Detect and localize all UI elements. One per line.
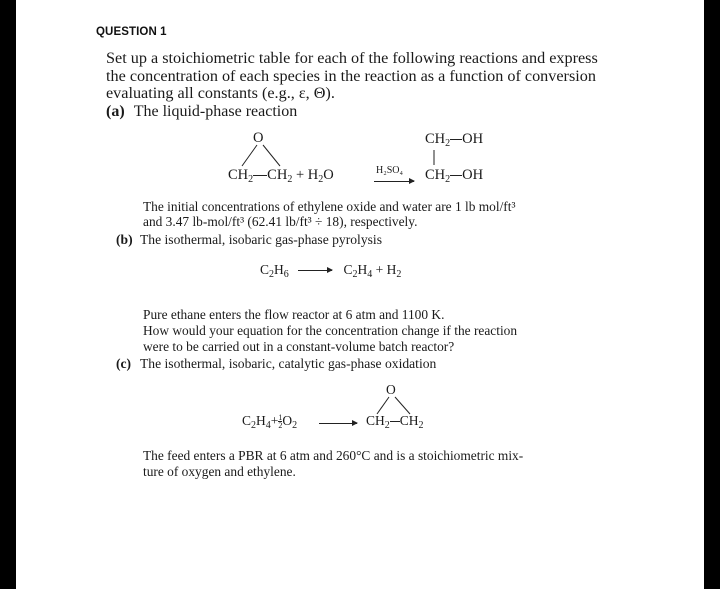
part-a-title: The liquid-phase reaction [133, 103, 298, 120]
note-line: were to be carried out in a constant-volume batch reactor? [143, 339, 455, 354]
intro-line: evaluating all constants (e.g., ε, Θ). [106, 84, 335, 102]
reaction-arrow-c [319, 423, 357, 424]
reaction-arrow-a [374, 181, 414, 182]
note-line: and 3.47 lb-mol/ft³ (62.41 lb/ft³ ÷ 18), respectively. [143, 214, 418, 229]
fraction-half: $\frac{1}{2}$ [278, 413, 283, 431]
epoxide-ring-bonds [238, 144, 288, 168]
epoxide-oxygen: O [253, 130, 264, 146]
reactants-c: $C_2H_4+$ $\frac{1}{2}$ $O_2$ [242, 413, 298, 431]
part-b-title: The isothermal, isobaric gas-phase pyrolysis [140, 232, 382, 247]
reactant-a-formula: $CH_2$ $CH_2 + H_2O$ [228, 167, 334, 185]
question-title: QUESTION 1 [96, 26, 167, 38]
part-a-label: (a) [106, 103, 125, 120]
part-b-label: (b) [116, 232, 133, 247]
note-line: ture of oxygen and ethylene. [143, 464, 296, 479]
note-line: How would your equation for the concentration change if the reaction [143, 323, 518, 338]
reaction-arrow-b [298, 270, 332, 271]
product-a-bottom: $CH_2$ OH [425, 167, 484, 185]
part-c-title: The isothermal, isobaric, catalytic gas-phase oxidation [140, 356, 437, 371]
part-a-heading [106, 103, 297, 121]
part-b-heading [116, 232, 382, 248]
equation-b: $C_2H_6$ $C_2H_4 + H_2$ [260, 262, 402, 280]
part-c-heading [116, 356, 436, 372]
note-line: The initial concentrations of ethylene oxide and water are 1 lb mol/ft³ [143, 199, 516, 214]
catalyst-label: H₂SO₄ [376, 165, 403, 176]
part-c-notes [143, 448, 523, 480]
intro-line: the concentration of each species in the reaction as a function of conversion [106, 66, 596, 85]
product-a-top: $CH_2$ OH [425, 131, 484, 149]
note-line: Pure ethane enters the flow reactor at 6 atm and 1100 K. [143, 307, 445, 322]
part-c-label: (c) [116, 356, 132, 371]
part-a-notes [143, 199, 516, 229]
epoxide-product-oxygen: O [386, 382, 396, 397]
note-line: The feed enters a PBR at 6 atm and 260°C and is a stoichiometric mix- [143, 448, 524, 463]
product-c-formula: $CH_2$ $CH_2$ [366, 413, 424, 431]
intro-line: Set up a stoichiometric table for each of the following reactions and express [106, 49, 598, 67]
product-a-vertical-bond [432, 150, 436, 166]
question-intro [106, 50, 626, 103]
document-page [16, 0, 704, 589]
part-b-notes [143, 307, 517, 355]
